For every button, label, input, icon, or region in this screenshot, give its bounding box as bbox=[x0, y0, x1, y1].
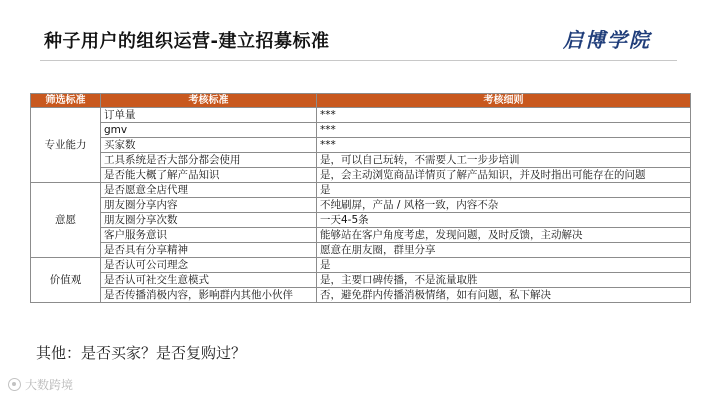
detail-cell: 能够站在客户角度考虑，发现问题，及时反馈，主动解决 bbox=[317, 228, 691, 243]
slide-title: 种子用户的组织运营-建立招募标准 bbox=[44, 31, 330, 52]
table-body bbox=[31, 108, 691, 303]
column-header-criterion: 考核标准 bbox=[101, 94, 317, 108]
detail-cell: 是 bbox=[317, 258, 691, 273]
column-header-detail: 考核细则 bbox=[317, 94, 691, 108]
category-cell: 价值观 bbox=[31, 258, 101, 303]
table-row bbox=[31, 198, 691, 213]
detail-cell: 不纯刷屏，产品 / 风格一致，内容不杂 bbox=[317, 198, 691, 213]
criterion-cell: 朋友圈分享次数 bbox=[101, 213, 317, 228]
criterion-cell: 朋友圈分享内容 bbox=[101, 198, 317, 213]
table-row bbox=[31, 183, 691, 198]
detail-cell: 是 bbox=[317, 183, 691, 198]
criterion-cell: 是否愿意全店代理 bbox=[101, 183, 317, 198]
criteria-table bbox=[30, 93, 691, 303]
table-row bbox=[31, 273, 691, 288]
table-row bbox=[31, 153, 691, 168]
criterion-cell: 是否能大概了解产品知识 bbox=[101, 168, 317, 183]
detail-cell: *** bbox=[317, 138, 691, 153]
criterion-cell: 是否认可社交生意模式 bbox=[101, 273, 317, 288]
criterion-cell: 订单量 bbox=[101, 108, 317, 123]
title-divider bbox=[40, 60, 677, 61]
detail-cell: 是，可以自己玩转，不需要人工一步步培训 bbox=[317, 153, 691, 168]
table-header-row bbox=[31, 94, 691, 108]
table-row bbox=[31, 288, 691, 303]
criterion-cell: gmv bbox=[101, 123, 317, 138]
detail-cell: 一天4-5条 bbox=[317, 213, 691, 228]
table-row bbox=[31, 168, 691, 183]
watermark-text: 大数跨境 bbox=[25, 378, 74, 392]
table-row bbox=[31, 258, 691, 273]
table-row bbox=[31, 108, 691, 123]
table-row bbox=[31, 228, 691, 243]
watermark bbox=[8, 376, 73, 393]
criterion-cell: 工具系统是否大部分都会使用 bbox=[101, 153, 317, 168]
criterion-cell: 买家数 bbox=[101, 138, 317, 153]
criterion-cell: 是否具有分享精神 bbox=[101, 243, 317, 258]
criterion-cell: 客户服务意识 bbox=[101, 228, 317, 243]
table-row bbox=[31, 243, 691, 258]
brand-logo: 启博学院 bbox=[563, 28, 651, 52]
column-header-filter: 筛选标准 bbox=[31, 94, 101, 108]
table-row bbox=[31, 138, 691, 153]
detail-cell: 愿意在朋友圈，群里分享 bbox=[317, 243, 691, 258]
detail-cell: *** bbox=[317, 108, 691, 123]
footnote: 其他：是否买家？是否复购过？ bbox=[36, 344, 247, 362]
detail-cell: *** bbox=[317, 123, 691, 138]
criterion-cell: 是否认可公司理念 bbox=[101, 258, 317, 273]
category-cell: 专业能力 bbox=[31, 108, 101, 183]
detail-cell: 是，主要口碑传播，不是流量取胜 bbox=[317, 273, 691, 288]
table-row bbox=[31, 123, 691, 138]
detail-cell: 否，避免群内传播消极情绪，如有问题，私下解决 bbox=[317, 288, 691, 303]
criterion-cell: 是否传播消极内容，影响群内其他小伙伴 bbox=[101, 288, 317, 303]
category-cell: 意愿 bbox=[31, 183, 101, 258]
detail-cell: 是，会主动浏览商品详情页了解产品知识，并及时指出可能存在的问题 bbox=[317, 168, 691, 183]
table-row bbox=[31, 213, 691, 228]
watermark-logo-icon bbox=[8, 378, 21, 391]
